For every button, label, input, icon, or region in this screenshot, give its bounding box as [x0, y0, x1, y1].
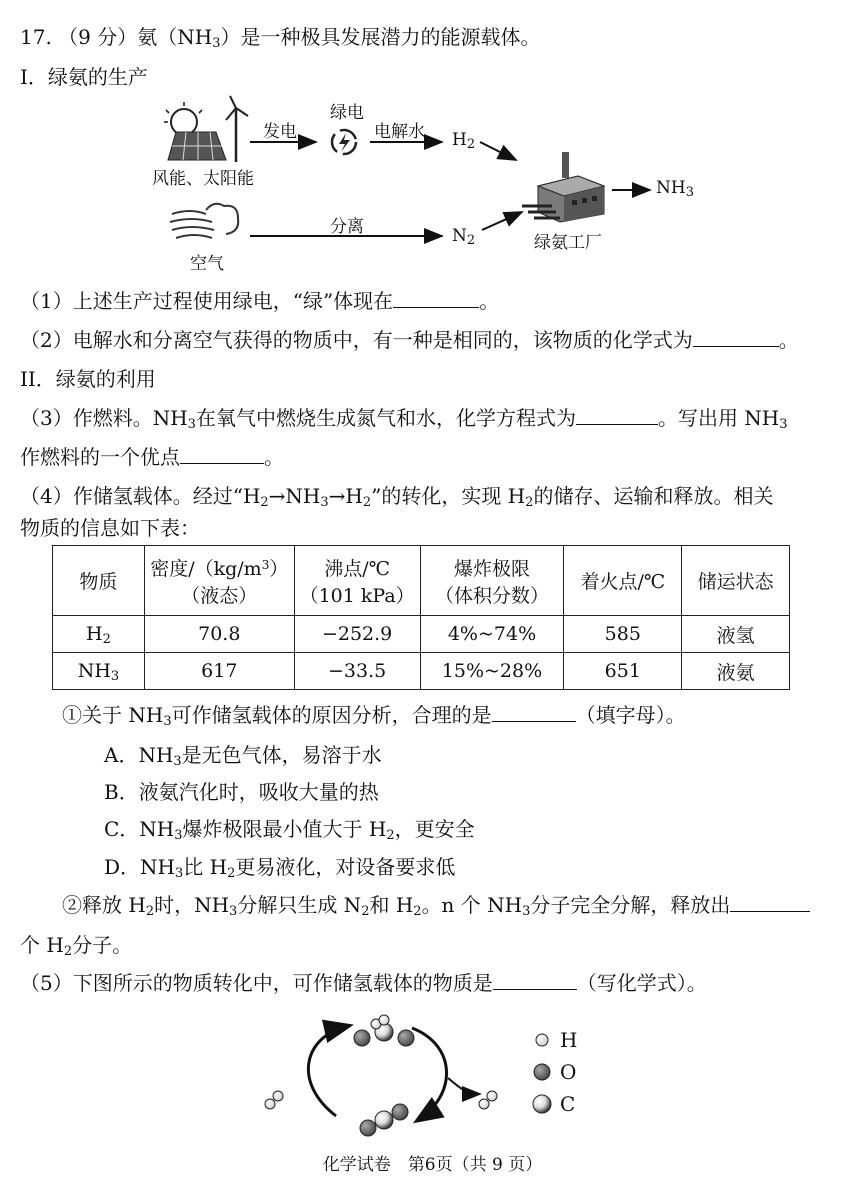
option-a[interactable]: A．$NH_3$是无色气体，易溶于水: [104, 743, 382, 769]
stem-text: 氨（NH: [137, 25, 213, 49]
cell-name: $NH_3$: [53, 653, 145, 690]
legend-h-atom: [536, 1034, 548, 1046]
q4-line2: 物质的信息如下表：: [20, 516, 200, 540]
cell-density: 70.8: [144, 616, 294, 653]
factory-icon: [522, 152, 604, 222]
header-boiling: 沸点/℃ （101 kPa）: [294, 546, 420, 616]
cell-name: $H_2$: [53, 616, 145, 653]
stem-rest: ）是一种极具发展潜力的能源载体。: [220, 25, 541, 49]
option-c[interactable]: C．$NH_3$爆炸极限最小值大于 $H_2$，更安全: [104, 817, 475, 843]
q4-2-line1: ②释放 $H_2$时，$NH_3$分解只生成 $N_2$和 $H_2$。n 个 $NH_3$分子完全分解，释放出: [62, 892, 810, 918]
table-row: [53, 616, 790, 653]
q3-advantage-blank[interactable]: [180, 445, 264, 464]
option-d[interactable]: D．$NH_3$比 $H_2$更易液化，对设备要求低: [104, 855, 456, 881]
h2-label: $H_2$: [452, 130, 476, 152]
cell-ignition: 651: [564, 653, 682, 690]
properties-table: [52, 545, 790, 690]
q4-1-stem: ①关于 $NH_3$可作储氢载体的原因分析，合理的是 （填字母）。: [62, 703, 686, 729]
q5-answer-blank[interactable]: [493, 971, 577, 990]
header-ignition: 着火点/℃: [564, 546, 682, 616]
cell-state: 液氨: [682, 653, 790, 690]
right-h2-molecule: [479, 1091, 497, 1109]
legend-c-label: C: [560, 1092, 576, 1116]
wind-solar-icon: [164, 96, 248, 162]
air-icon: [170, 204, 238, 238]
option-b[interactable]: B．液氨汽化时，吸收大量的热: [104, 780, 379, 804]
legend-h-label: H: [560, 1028, 578, 1052]
cell-explosion: 15%~28%: [420, 653, 564, 690]
cycle-arrow-right: [412, 1028, 447, 1120]
separate-label: 分离: [330, 217, 364, 237]
header-density: 密度$/(kg/m^3)$ （液态）: [144, 546, 294, 616]
q4-2-answer-blank[interactable]: [730, 893, 810, 912]
legend-c-atom: [533, 1095, 551, 1113]
cell-density: 617: [144, 653, 294, 690]
n2-label: $N_2$: [452, 226, 476, 248]
cell-boiling: −33.5: [294, 653, 420, 690]
bottom-molecule: [360, 1104, 408, 1136]
question-number: 17.: [20, 25, 52, 49]
stem-sub: 3: [212, 36, 221, 51]
green-power-label: 绿电: [330, 103, 364, 123]
left-h2-molecule: [265, 1091, 283, 1109]
cell-explosion: 4%~74%: [420, 616, 564, 653]
q2-text: （2）电解水和分离空气获得的物质中，有一种是相同的，该物质的化学式为: [20, 328, 693, 352]
h2-arrow: [480, 142, 516, 160]
green-power-icon: [332, 130, 356, 154]
cell-ignition: 585: [564, 616, 682, 653]
cell-state: 液氢: [682, 616, 790, 653]
production-diagram: [0, 0, 865, 290]
q4-line1: （4）作储氢载体。经过“$H_2\to NH_3\to H_2$”的转化，实现 $H_2$的储存、运输和释放。相关: [20, 484, 774, 510]
header-substance: 物质: [53, 546, 145, 616]
top-molecule: [354, 1015, 414, 1046]
header-explosion: 爆炸极限 （体积分数）: [420, 546, 564, 616]
legend-o-label: O: [560, 1060, 577, 1084]
section-1-heading: I．绿氨的生产: [20, 65, 148, 89]
q2-answer-blank[interactable]: [693, 328, 779, 347]
table-header-row: [53, 546, 790, 616]
question-score: （9 分）: [58, 25, 138, 49]
q3-equation-blank[interactable]: [576, 406, 658, 425]
legend-o-atom: [534, 1064, 550, 1080]
q3-line2: 作燃料的一个优点 。: [20, 445, 284, 469]
header-state: 储运状态: [682, 546, 790, 616]
electrolysis-label: 电解水: [374, 122, 425, 142]
wind-solar-label: 风能、太阳能: [152, 169, 254, 189]
table-row: [53, 653, 790, 690]
q1-answer-blank[interactable]: [393, 289, 479, 308]
factory-label: 绿氨工厂: [534, 233, 602, 253]
q4-1-answer-blank[interactable]: [492, 703, 576, 722]
n2-arrow: [482, 212, 522, 230]
cycle-arrow-left: [308, 1026, 348, 1116]
q5: （5）下图所示的物质转化中，可作储氢载体的物质是 （写化学式）。: [20, 971, 707, 995]
section-2-heading: II．绿氨的利用: [20, 367, 156, 391]
nh3-label: $NH_3$: [656, 178, 694, 200]
q2: （2）电解水和分离空气获得的物质中，有一种是相同的，该物质的化学式为 。: [20, 328, 799, 352]
generate-label: 发电: [263, 122, 297, 142]
q1: （1）上述生产过程使用绿电，“绿”体现在 。: [20, 289, 500, 313]
q1-text: （1）上述生产过程使用绿电，“绿”体现在: [20, 289, 394, 313]
air-label: 空气: [190, 254, 224, 274]
q4-2-line2: 个 $H_2$分子。: [20, 933, 133, 959]
page-footer: 化学试卷 第6页（共 9 页）: [322, 1155, 543, 1175]
q3-line1: （3）作燃料。$NH_3$在氧气中燃烧生成氮气和水，化学方程式为 。写出用 $NH_3$: [20, 406, 788, 432]
cell-boiling: −252.9: [294, 616, 420, 653]
h2-out-arrow: [448, 1078, 478, 1094]
